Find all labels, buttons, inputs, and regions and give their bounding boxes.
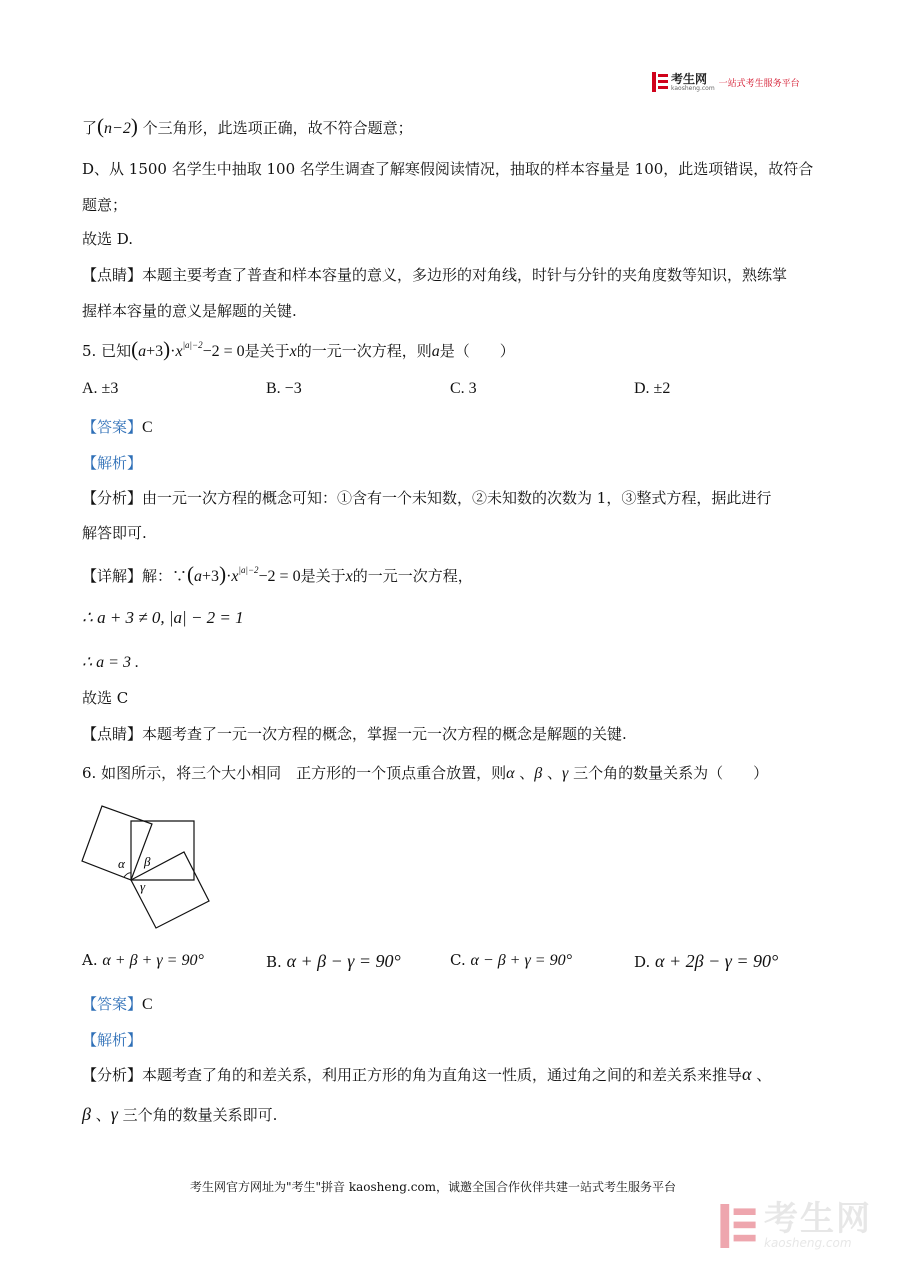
fig-label-gamma: γ — [140, 879, 146, 894]
q6-fenxi-line2: β 、γ 三个角的数量关系即可. — [82, 1104, 278, 1124]
q5-option-b: B. −3 — [266, 380, 302, 397]
q5-answer-tag: 【答案】 — [82, 418, 143, 436]
q5-step2: ∴ a = 3 . — [82, 654, 139, 671]
q6-option-c: C. α − β + γ = 90° — [450, 951, 572, 969]
q6-figure — [78, 800, 218, 930]
q5-option-c: C. 3 — [450, 380, 477, 397]
prev-choose: 故选 D. — [82, 230, 134, 248]
q5-option-a: A. ±3 — [82, 380, 119, 397]
q6-answer-tag: 【答案】 — [82, 995, 143, 1013]
logo-text — [671, 73, 715, 92]
q5-analysis-tag: 【解析】 — [82, 454, 143, 472]
watermark — [720, 1199, 872, 1250]
q6-option-d: D. α + 2β − γ = 90° — [634, 951, 779, 971]
q6-answer: 【答案】C — [82, 995, 153, 1013]
fig-label-beta: β — [144, 854, 151, 869]
q6-fenxi-line1: 【分析】本题考查了角的和差关系，利用正方形的角为直角这一性质，通过角之间的和差关系来推导α 、 — [82, 1064, 772, 1084]
angle-arc — [124, 873, 131, 877]
square-top — [131, 821, 194, 880]
watermark-logo-icon — [720, 1204, 756, 1248]
prev-option-d-line1: D、从 1500 名学生中抽取 100 名学生调查了解寒假阅读情况，抽取的样本容量是 100，此选项错误，故符合 — [82, 160, 814, 178]
logo-slogan: 一站式考生服务平台 — [718, 78, 800, 89]
q5-tip: 【点睛】本题考查了一元一次方程的概念，掌握一元一次方程的概念是解题的关键. — [82, 725, 627, 743]
prev-line-1: 了(n−2) 个三角形，此选项正确，故不符合题意； — [82, 114, 413, 138]
watermark-domain: kaosheng.com — [764, 1236, 852, 1250]
q5-stem: 5. 已知$(a+3)\cdot x^{|a|-2}-2 = 0$是关于x的一元一次方程，则a是（ ） — [82, 337, 515, 361]
q5-fenxi-line1: 【分析】由一元一次方程的概念可知：①含有一个未知数，②未知数的次数为 1，③整式方程，据此进行 — [82, 489, 772, 507]
q6-option-a: A. α + β + γ = 90° — [82, 951, 204, 969]
footer-text: 考生网官方网址为"考生"拼音 kaosheng.com，诚邀全国合作伙伴共建一站式考生服务平台 — [190, 1180, 677, 1194]
q5-detail: 【详解】解：$\because(a+3)\cdot x^{|a|-2}-2 = 0$是关于x的一元一次方程， — [82, 562, 473, 586]
q6-option-b: B. α + β − γ = 90° — [266, 951, 401, 971]
logo-mark-icon — [652, 72, 668, 92]
q5-option-d: D. ±2 — [634, 380, 671, 397]
q5-answer: 【答案】C — [82, 418, 153, 436]
fig-label-alpha: α — [118, 856, 125, 871]
q5-fenxi-line2: 解答即可. — [82, 524, 147, 542]
square-left — [82, 806, 152, 880]
q5-choose: 故选 C — [82, 689, 129, 707]
q6-analysis-tag: 【解析】 — [82, 1031, 143, 1049]
watermark-name: 考生网 — [764, 1199, 872, 1239]
prev-tip-line1: 【点睛】本题主要考查了普查和样本容量的意义，多边形的对角线，时针与分针的夹角度数等知识，熟练掌 — [82, 266, 788, 284]
q5-step1: ∴ a + 3 ≠ 0, |a| − 2 = 1 — [82, 608, 244, 627]
logo-domain: kaosheng.com — [671, 84, 715, 92]
q6-stem: 6. 如图所示，将三个大小相同 正方形的一个顶点重合放置，则α 、β 、γ 三个角的数量关系为（ ） — [82, 764, 769, 782]
prev-option-d-line2: 题意； — [82, 196, 128, 214]
logo-name: 考生网 — [671, 71, 708, 86]
prev-tip-line2: 握样本容量的意义是解题的关键. — [82, 302, 297, 320]
header-logo — [652, 72, 800, 92]
